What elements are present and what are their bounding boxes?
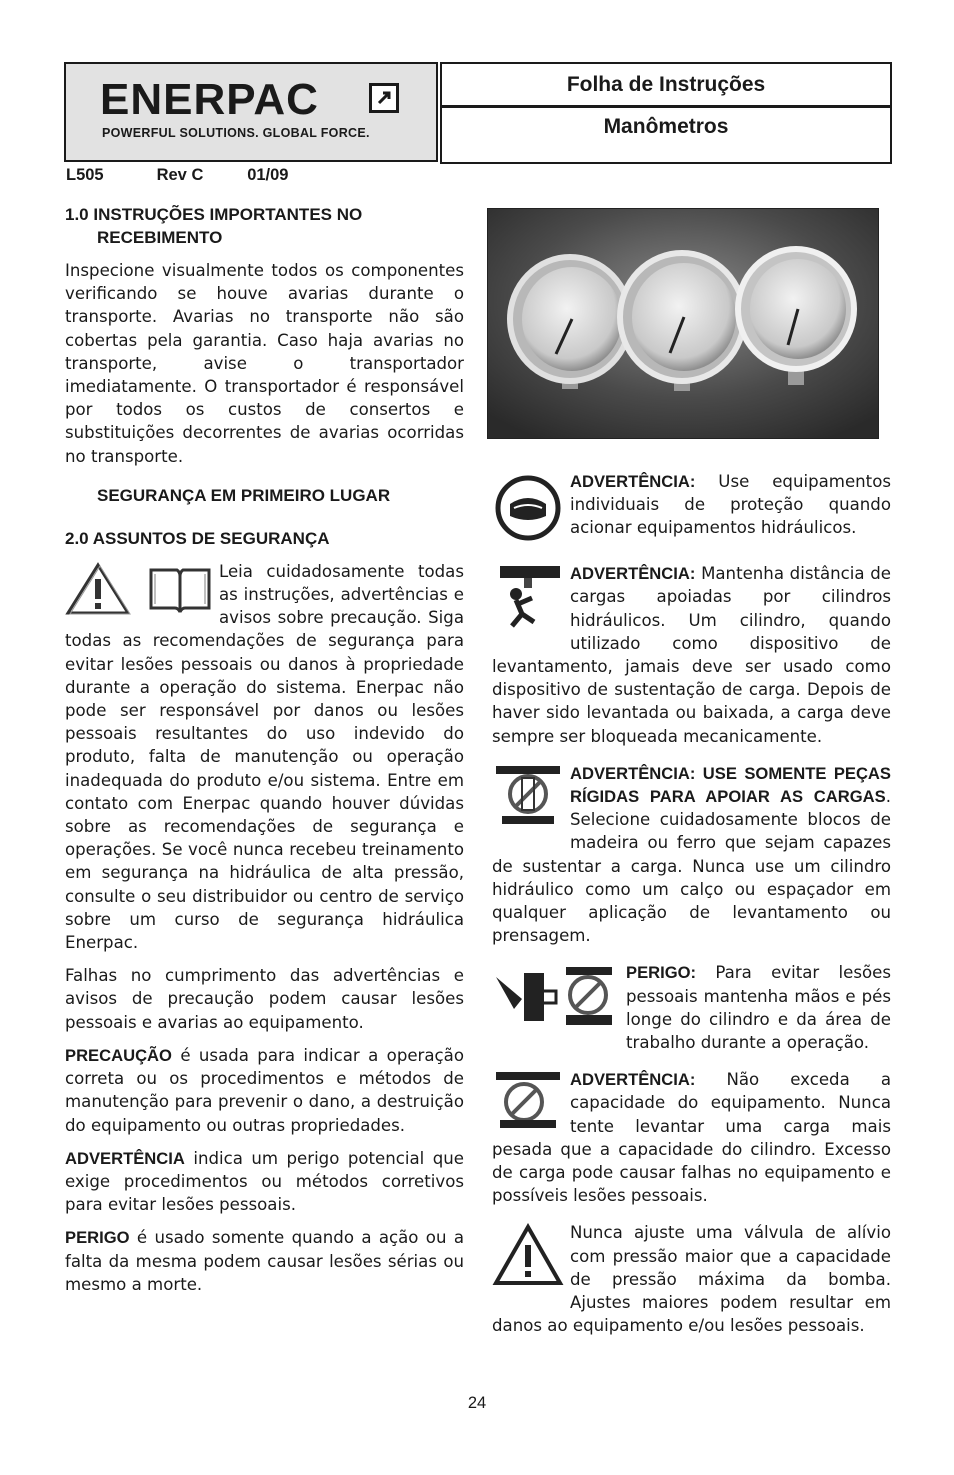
title-divider bbox=[442, 105, 890, 108]
section2-failures: Falhas no cumprimento das advertências e avisos de precaução podem causar lesões pessoais e avarias ao equipamento. bbox=[65, 966, 464, 1032]
section1-body: Inspecione visualmente todos os componentes verificando se houve avarias durante o transporte. Avarias no transporte não são cobertas pela garantia. Caso haja avarias no transporte, avise o transportador imediatamente. O transportador é responsável por todos os custos de consertos e substituições decorrentes de avarias ocorridas no transporte. bbox=[65, 261, 464, 466]
brand-logo: ENERPAC bbox=[100, 75, 319, 124]
doc-code: L505 bbox=[66, 166, 104, 184]
section2-heading: 2.0 ASSUNTOS DE SEGURANÇA bbox=[65, 528, 330, 548]
gauges-product-photo bbox=[487, 208, 879, 439]
danger-hands-feet: PERIGO: Para evitar lesões pessoais mantenha mãos e pés longe do cilindro e da área de trabalho durante a operação. bbox=[492, 961, 891, 1054]
warning-capacity: ADVERTÊNCIA: Não exceda a capacidade do equipamento. Nunca tente levantar uma carga mais pesada que a capacidade do cilindro. Excesso de carga pode causar falhas no equipamento e possíveis lesões pessoais. bbox=[492, 1070, 891, 1206]
title-box bbox=[440, 62, 892, 164]
manual-book-icon bbox=[147, 562, 213, 622]
crushing-load-icon bbox=[492, 564, 564, 636]
warning-definition: ADVERTÊNCIA indica um perigo potencial que exige procedimentos ou métodos corretivos para evitar lesões pessoais. bbox=[65, 1148, 464, 1215]
overload-icon bbox=[492, 1070, 564, 1136]
brand-mark-icon bbox=[369, 83, 399, 113]
relief-valve-warning-icon bbox=[492, 1223, 564, 1293]
warning-triangle-icon bbox=[65, 562, 131, 622]
logo-box bbox=[64, 62, 438, 162]
warning-rigid-parts: ADVERTÊNCIA: USE SOMENTE PEÇAS RÍGIDAS PARA APOIAR AS CARGAS. Selecione cuidadosamente blocos de madeira ou ferro que sejam capazes de sustentar a carga. Nunca use um cilindro hidráulico como um calço ou espaçador em qualquer aplicação de levantamento ou prensagem. bbox=[492, 763, 891, 946]
document-subtitle: Manômetros bbox=[603, 115, 729, 138]
warning-relief-valve: Nunca ajuste uma válvula de alívio com pressão maior que a capacidade de pressão máxima da bomba. Ajustes maiores podem resultar em danos ao equipamento e/ou lesões pessoais. bbox=[492, 1223, 891, 1336]
protective-equipment-icon bbox=[492, 472, 564, 548]
page-number: 24 bbox=[467, 1394, 487, 1412]
section2-intro: Leia cuidadosamente todas as instruções, advertências e avisos sobre precaução. Siga todas as recomendações de segurança para evitar lesões pessoais ou danos à propriedade durante a operação do sistema. Enerpac não pode ser responsável por danos ou lesões pessoais resultantes do uso indevido do produto, falta de manutenção ou operação inadequada do produto e/ou sistema. Entre em contato com Enerpac quando houver dúvidas sobre as recomendações de segurança e operações. Se você nunca recebeu treinamento em segurança na hidráulica de alta pressão, consulte o seu distribuidor ou centro de serviço sobre um curso de segurança hidráulica Enerpac. bbox=[65, 561, 464, 953]
rigid-support-icon bbox=[492, 764, 564, 832]
right-column bbox=[492, 470, 891, 1352]
warning-ppe: ADVERTÊNCIA: Use equipamentos individuais de proteção quando acionar equipamentos hidráulicos. bbox=[492, 470, 891, 548]
doc-date: 01/09 bbox=[247, 166, 289, 184]
brand-tagline: POWERFUL SOLUTIONS. GLOBAL FORCE. bbox=[102, 126, 370, 140]
warning-supported-loads: ADVERTÊNCIA: Mantenha distância de cargas apoiadas por cilindros hidráulicos. Um cilindro, quando utilizado como dispositivo de levantamento, jamais deve ser usado como dispositivo de sustentação de carga. Depois de haver sido levantada ou baixada, a carga deve sempre ser bloqueada mecanicamente. bbox=[492, 564, 891, 746]
caution-definition: PRECAUÇÃO é usada para indicar a operação correta ou os procedimentos e métodos de manutenção para prevenir o dano, a destruição do equipamento ou outras propriedades. bbox=[65, 1045, 464, 1135]
document-title: Folha de Instruções bbox=[566, 73, 766, 96]
section1-heading: 1.0 INSTRUÇÕES IMPORTANTES NO RECEBIMENTO bbox=[65, 205, 363, 247]
doc-revision: Rev C bbox=[156, 166, 204, 184]
left-column bbox=[65, 203, 464, 1296]
hands-feet-danger-icon bbox=[492, 963, 620, 1033]
danger-definition: PERIGO é usado somente quando a ação ou a falta da mesma podem causar lesões sérias ou mesmo a morte. bbox=[65, 1228, 464, 1294]
document-info bbox=[66, 166, 288, 185]
safety-first-heading: SEGURANÇA EM PRIMEIRO LUGAR bbox=[97, 485, 391, 505]
